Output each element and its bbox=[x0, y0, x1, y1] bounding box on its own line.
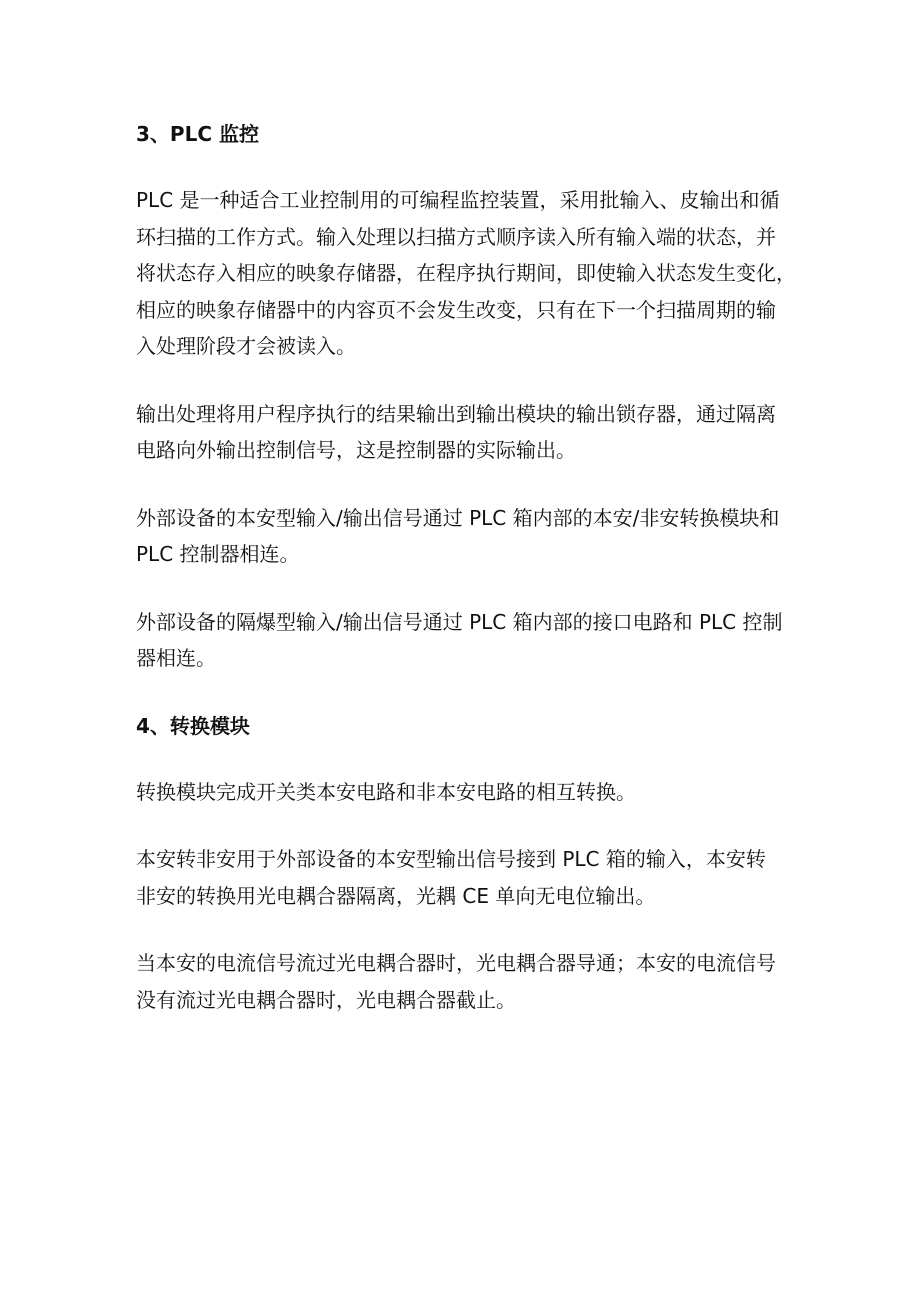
document-body bbox=[136, 116, 796, 1049]
paragraph-plc-overview bbox=[136, 182, 796, 365]
paragraph-flameproof-io bbox=[136, 604, 796, 677]
text-line: PLC 是一种适合工业控制用的可编程监控装置，采用批输入、皮输出和循 bbox=[136, 188, 780, 212]
section-heading-conversion-module: 4、转换模块 bbox=[136, 713, 250, 738]
text-line: 本安转非安用于外部设备的本安型输出信号接到 PLC 箱的输入，本安转 bbox=[136, 847, 766, 871]
paragraph-conversion-summary bbox=[136, 774, 796, 811]
paragraph-intrinsic-to-nonintrinsic bbox=[136, 841, 796, 914]
text-line: 入处理阶段才会被读入。 bbox=[136, 334, 356, 358]
text-line: PLC 控制器相连。 bbox=[136, 542, 300, 566]
paragraph-intrinsic-safe-io bbox=[136, 500, 796, 573]
text-line: 将状态存入相应的映象存储器，在程序执行期间，即使输入状态发生变化， bbox=[136, 261, 796, 285]
text-line: 没有流过光电耦合器时，光电耦合器截止。 bbox=[136, 987, 516, 1012]
text-line: 输出处理将用户程序执行的结果输出到输出模块的输出锁存器，通过隔离 bbox=[136, 401, 776, 426]
text-line: 非安的转换用光电耦合器隔离，光耦 CE 单向无电位输出。 bbox=[136, 883, 656, 908]
section-heading-plc-monitoring: 3、PLC 监控 bbox=[136, 122, 259, 146]
text-line: 环扫描的工作方式。输入处理以扫描方式顺序读入所有输入端的状态，并 bbox=[136, 224, 776, 249]
text-line: 转换模块完成开关类本安电路和非本安电路的相互转换。 bbox=[136, 779, 636, 804]
paragraph-output-processing bbox=[136, 396, 796, 469]
paragraph-optocoupler-behavior bbox=[136, 945, 796, 1018]
text-line: 外部设备的本安型输入/输出信号通过 PLC 箱内部的本安/非安转换模块和 bbox=[136, 505, 780, 530]
text-line: 外部设备的隔爆型输入/输出信号通过 PLC 箱内部的接口电路和 PLC 控制 bbox=[136, 609, 783, 634]
text-line: 当本安的电流信号流过光电耦合器时，光电耦合器导通；本安的电流信号 bbox=[136, 951, 776, 975]
text-line: 器相连。 bbox=[136, 646, 216, 670]
text-line: 相应的映象存储器中的内容页不会发生改变，只有在下一个扫描周期的输 bbox=[136, 297, 776, 322]
text-line: 电路向外输出控制信号，这是控制器的实际输出。 bbox=[136, 438, 576, 462]
